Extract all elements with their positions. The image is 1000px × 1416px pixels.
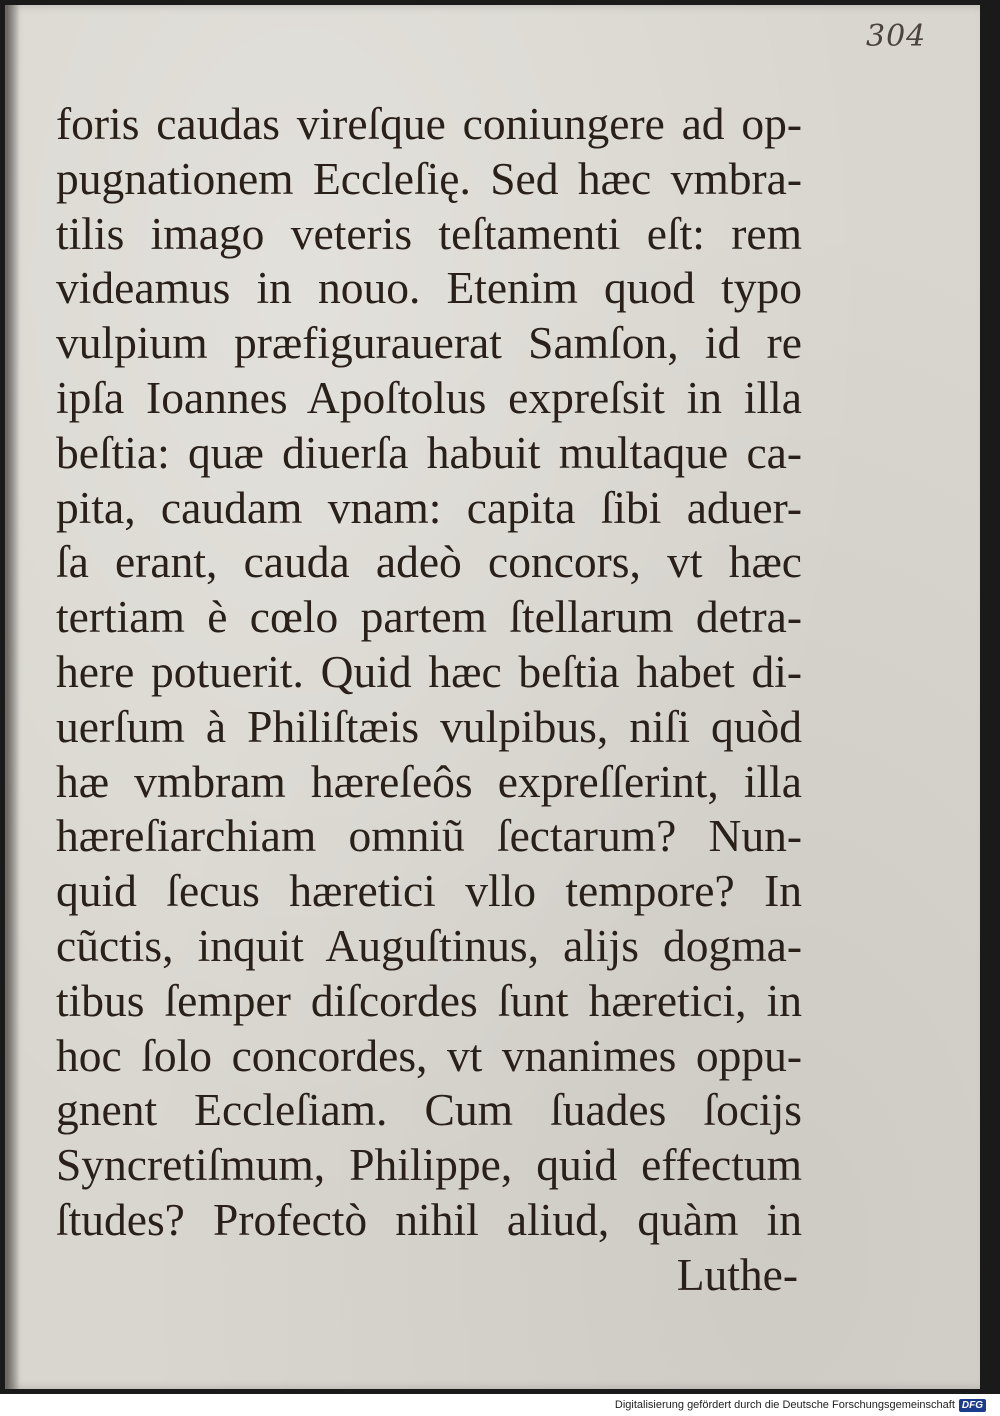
text-line: here potuerit. Quid hæc beſtia habet di- — [56, 645, 802, 697]
text-line: vulpium præfigurauerat Samſon, id re — [56, 317, 802, 369]
text-block — [56, 97, 802, 1303]
text-line: uerſum à Philiſtæis vulpibus, niſi quòd — [56, 700, 802, 752]
text-line: hoc ſolo concordes, vt vnanimes oppu- — [56, 1029, 802, 1081]
digitization-footer — [0, 1394, 1000, 1416]
text-line: tilis imago veteris teſtamenti eſt: rem — [56, 207, 802, 259]
text-line: Syncretiſmum, Philippe, quid effectum — [56, 1139, 802, 1191]
folio-number: 304 — [866, 19, 927, 54]
text-line: tibus ſemper diſcordes ſunt hæretici, in — [56, 974, 802, 1026]
text-line: gnent Eccleſiam. Cum ſuades ſocijs — [56, 1084, 802, 1136]
text-line: ipſa Ioannes Apoſtolus expreſsit in illa — [56, 371, 802, 423]
book-page — [5, 5, 980, 1389]
dfg-logo: DFG — [959, 1399, 986, 1412]
text-line: ſa erant, cauda adeò concors, vt hæc — [56, 536, 802, 588]
text-line: foris caudas vireſque coniungere ad op- — [56, 98, 802, 149]
text-line: quid ſecus hæretici vllo tempore? In — [56, 865, 802, 917]
text-line: videamus in nouo. Etenim quod typo — [56, 262, 802, 314]
text-line: hæreſiarchiam omniũ ſectarum? Nun- — [56, 810, 802, 862]
text-line: pugnationem Eccleſię. Sed hæc vmbra- — [56, 152, 802, 204]
text-line: hæ vmbram hæreſeôs expreſſerint, illa — [56, 755, 802, 807]
binding-edge — [8, 5, 20, 1389]
catchword: Luthe- — [676, 1248, 798, 1300]
text-line: tertiam è cœlo partem ſtellarum detra- — [56, 591, 802, 643]
text-line: ſtudes? Profectò nihil aliud, quàm in — [56, 1193, 802, 1245]
text-line: beſtia: quæ diuerſa habuit multaque ca- — [56, 426, 802, 478]
text-line: pita, caudam vnam: capita ſibi aduer- — [56, 481, 802, 533]
funding-credit: Digitalisierung gefördert durch die Deutsche Forschungsgemeinschaft — [614, 1399, 955, 1411]
text-line: cũctis, inquit Auguſtinus, alijs dogma- — [56, 919, 802, 971]
